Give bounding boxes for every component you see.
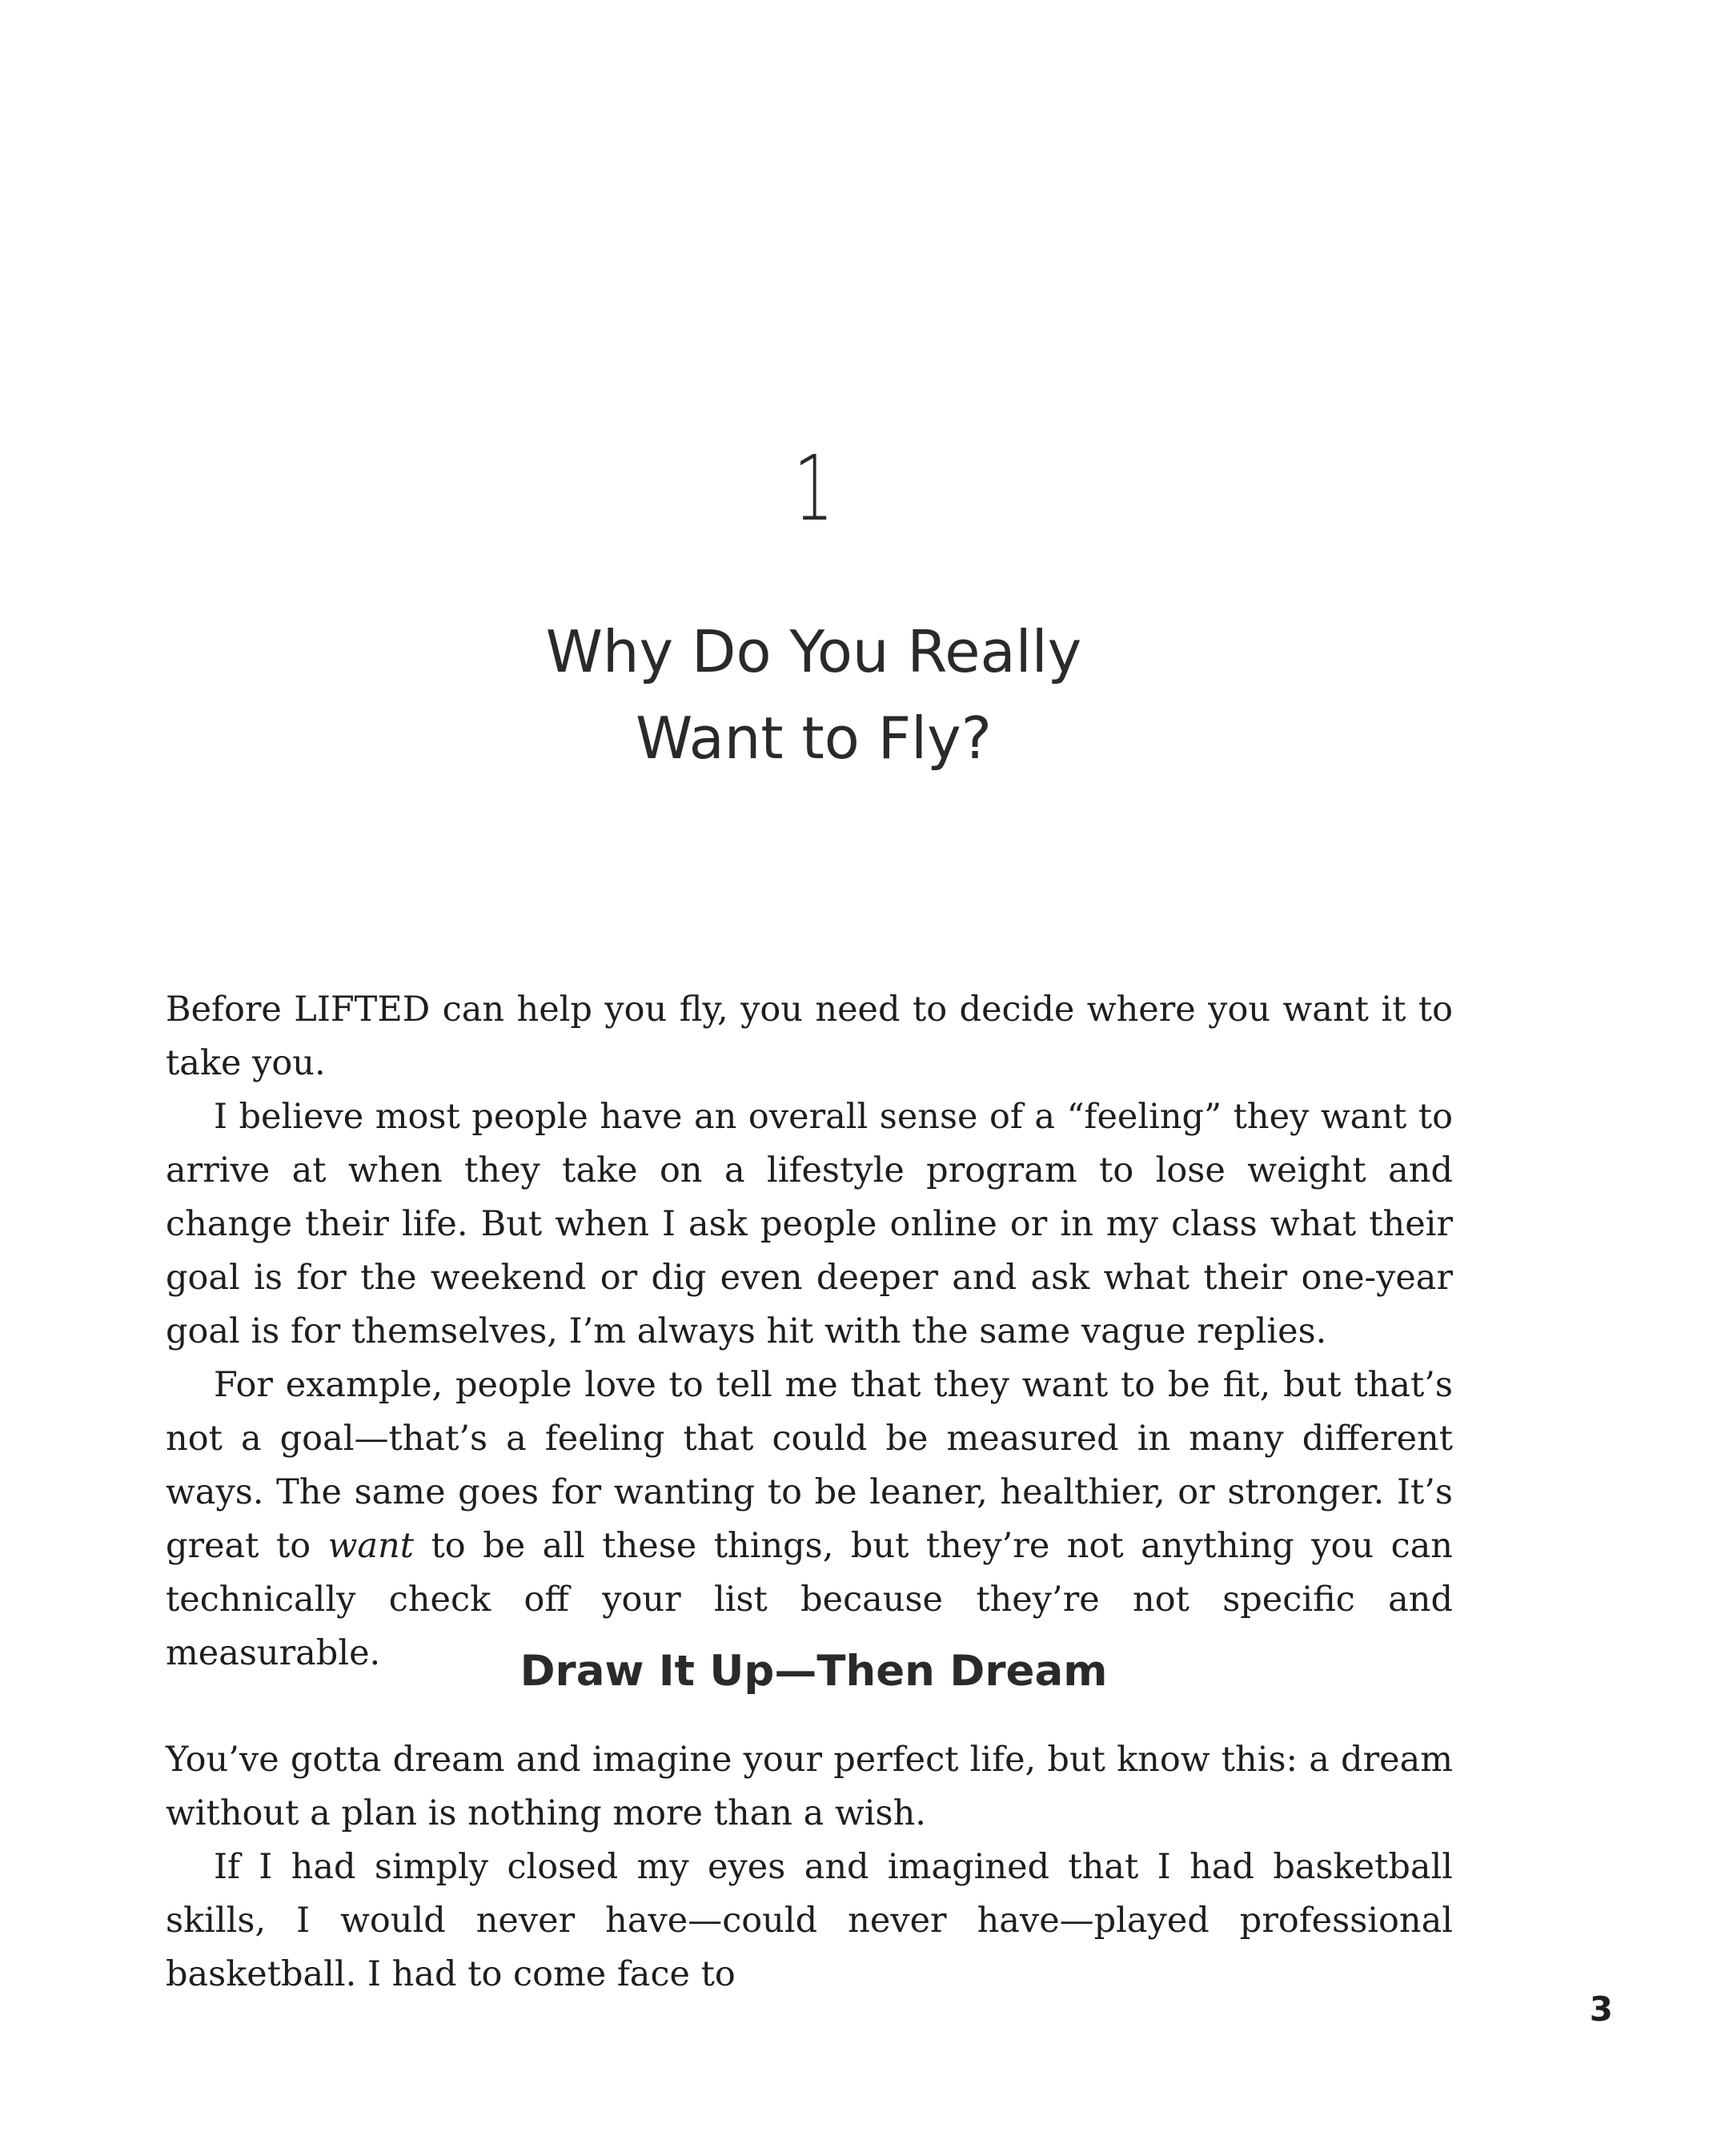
page-number: 3 [1589,1989,1613,2029]
section-text [166,1733,1453,2001]
intro-paragraph-2: I believe most people have an overall sense of a “feeling” they want to arrive at when they take on a lifestyle program to lose weight and change their life. But when I ask people online or in my class what their goal is for the weekend or dig even deeper and ask what their one-year goal is for themselves, I’m always hit with the same vague replies. [166,1097,1453,1351]
chapter-title-line-1: Why Do You Really [545,618,1082,685]
chapter-title [0,608,1627,781]
section-paragraph-2: If I had simply closed my eyes and imagined that I had basketball skills, I would never have—could never have—played professional basketball. I had to come face to [166,1847,1453,1994]
section-heading: Draw It Up—Then Dream [520,1647,1108,1696]
chapter-title-line-2: Want to Fly? [636,705,992,772]
intro-paragraph-3-start: For example, people love to tell me that they want to be fit, but that’s not a goal—that’s a feeling that could be measured in many different ways. The same goes for wanting to be leaner, healthier, or stronger. It’s great to [166,1365,1453,1566]
intro-paragraph-1: Before LIFTED can help you fly, you need to decide where you want it to take you. [166,990,1453,1083]
intro-paragraph-3 [166,1359,1453,1680]
intro-paragraph-3-end: to be all these things, but they’re not anything you can technically check off your list because they’re not specific and measurable. [166,1526,1453,1673]
intro-text [166,983,1453,1680]
chapter-number: 1 [793,437,834,541]
section-paragraph-1: You’ve gotta dream and imagine your perfect life, but know this: a dream without a plan is nothing more than a wish. [166,1740,1453,1833]
emphasis-want: want [327,1526,415,1566]
